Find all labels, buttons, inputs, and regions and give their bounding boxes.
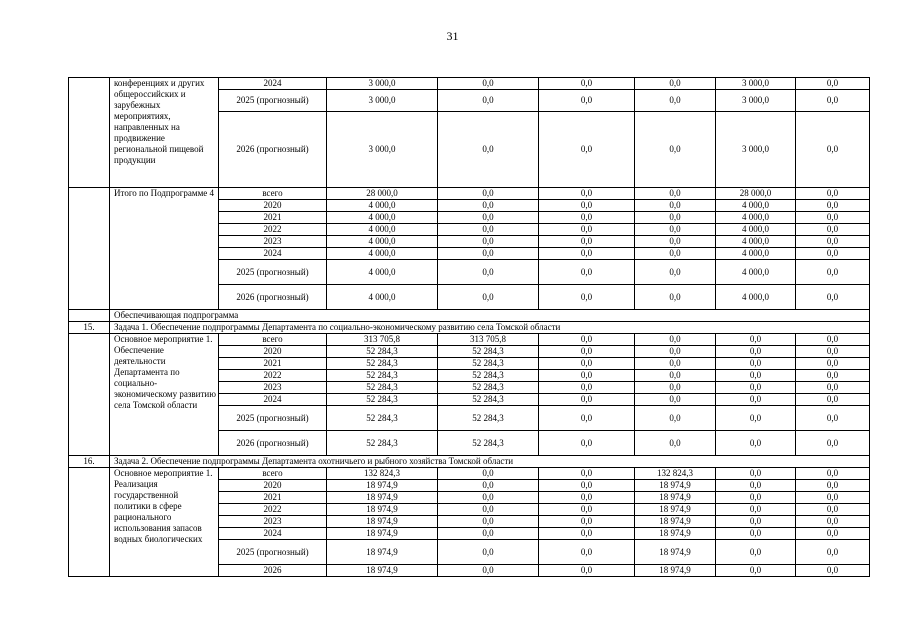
year-cell: 2026 [219, 565, 327, 577]
value-cell: 0,0 [796, 248, 870, 260]
value-cell: 4 000,0 [716, 200, 796, 212]
value-cell: 18 974,9 [327, 504, 438, 516]
value-cell: 0,0 [716, 504, 796, 516]
year-cell: всего [219, 334, 327, 346]
value-cell: 52 284,3 [327, 394, 438, 406]
value-cell: 0,0 [716, 565, 796, 577]
value-cell: 52 284,3 [327, 431, 438, 456]
value-cell: 0,0 [438, 112, 539, 188]
value-cell: 0,0 [438, 504, 539, 516]
year-cell: 2022 [219, 370, 327, 382]
value-cell: 0,0 [539, 200, 635, 212]
row-number: 16. [69, 456, 110, 468]
value-cell: 0,0 [716, 516, 796, 528]
value-cell: 0,0 [796, 382, 870, 394]
row-number: 15. [69, 322, 110, 334]
value-cell: 0,0 [716, 492, 796, 504]
value-cell: 0,0 [716, 406, 796, 431]
year-cell: 2023 [219, 516, 327, 528]
value-cell: 0,0 [716, 528, 796, 540]
value-cell: 0,0 [635, 285, 716, 310]
row-number [69, 310, 110, 322]
value-cell: 0,0 [539, 78, 635, 90]
year-cell: 2020 [219, 200, 327, 212]
value-cell: 0,0 [438, 480, 539, 492]
value-cell: 0,0 [796, 224, 870, 236]
value-cell: 0,0 [539, 188, 635, 200]
budget-table-body [69, 78, 870, 577]
value-cell: 0,0 [438, 285, 539, 310]
value-cell: 0,0 [635, 334, 716, 346]
value-cell: 0,0 [539, 212, 635, 224]
value-cell: 0,0 [539, 431, 635, 456]
value-cell: 0,0 [716, 480, 796, 492]
value-cell: 4 000,0 [327, 248, 438, 260]
value-cell: 52 284,3 [327, 406, 438, 431]
value-cell: 0,0 [539, 346, 635, 358]
value-cell: 0,0 [539, 112, 635, 188]
value-cell: 52 284,3 [438, 406, 539, 431]
value-cell: 0,0 [716, 394, 796, 406]
section-title: Обеспечивающая подпрограмма [110, 310, 870, 322]
year-cell: 2022 [219, 504, 327, 516]
value-cell: 18 974,9 [327, 516, 438, 528]
value-cell: 0,0 [796, 468, 870, 480]
value-cell: 52 284,3 [438, 394, 539, 406]
value-cell: 0,0 [796, 492, 870, 504]
year-cell: 2025 (прогнозный) [219, 406, 327, 431]
value-cell: 0,0 [796, 406, 870, 431]
value-cell: 0,0 [796, 334, 870, 346]
year-cell: 2023 [219, 382, 327, 394]
value-cell: 0,0 [635, 394, 716, 406]
section-row [69, 322, 870, 334]
value-cell: 0,0 [716, 346, 796, 358]
value-cell: 0,0 [539, 540, 635, 565]
year-cell: 2020 [219, 346, 327, 358]
value-cell: 0,0 [539, 504, 635, 516]
table-row [69, 188, 870, 200]
value-cell: 0,0 [635, 212, 716, 224]
value-cell: 4 000,0 [327, 200, 438, 212]
value-cell: 0,0 [635, 346, 716, 358]
value-cell: 0,0 [796, 90, 870, 112]
value-cell: 0,0 [796, 480, 870, 492]
value-cell: 4 000,0 [716, 224, 796, 236]
value-cell: 18 974,9 [327, 492, 438, 504]
row-number [69, 468, 110, 577]
section-row [69, 310, 870, 322]
value-cell: 0,0 [539, 236, 635, 248]
value-cell: 0,0 [539, 565, 635, 577]
value-cell: 0,0 [635, 260, 716, 285]
value-cell: 0,0 [539, 358, 635, 370]
value-cell: 18 974,9 [635, 528, 716, 540]
value-cell: 132 824,3 [327, 468, 438, 480]
value-cell: 4 000,0 [716, 212, 796, 224]
value-cell: 0,0 [635, 112, 716, 188]
value-cell: 0,0 [635, 188, 716, 200]
row-number [69, 188, 110, 310]
value-cell: 0,0 [438, 540, 539, 565]
value-cell: 0,0 [796, 504, 870, 516]
value-cell: 52 284,3 [438, 382, 539, 394]
value-cell: 18 974,9 [635, 492, 716, 504]
year-cell: 2025 (прогнозный) [219, 90, 327, 112]
value-cell: 0,0 [635, 78, 716, 90]
value-cell: 4 000,0 [327, 285, 438, 310]
value-cell: 28 000,0 [716, 188, 796, 200]
page-number: 31 [446, 29, 459, 43]
value-cell: 18 974,9 [635, 565, 716, 577]
value-cell: 0,0 [539, 260, 635, 285]
value-cell: 0,0 [539, 528, 635, 540]
value-cell: 0,0 [438, 90, 539, 112]
value-cell: 0,0 [716, 370, 796, 382]
year-cell: 2024 [219, 394, 327, 406]
year-cell: 2025 (прогнозный) [219, 540, 327, 565]
value-cell: 4 000,0 [716, 260, 796, 285]
value-cell: 4 000,0 [716, 285, 796, 310]
table-row [69, 468, 870, 480]
value-cell: 0,0 [438, 78, 539, 90]
year-cell: 2020 [219, 480, 327, 492]
value-cell: 0,0 [796, 188, 870, 200]
value-cell: 0,0 [438, 188, 539, 200]
year-cell: 2024 [219, 528, 327, 540]
value-cell: 4 000,0 [327, 212, 438, 224]
value-cell: 0,0 [796, 370, 870, 382]
value-cell: 0,0 [438, 516, 539, 528]
value-cell: 0,0 [438, 468, 539, 480]
value-cell: 18 974,9 [635, 540, 716, 565]
value-cell: 18 974,9 [635, 480, 716, 492]
budget-table [68, 77, 870, 577]
value-cell: 0,0 [796, 285, 870, 310]
value-cell: 52 284,3 [438, 431, 539, 456]
value-cell: 0,0 [539, 480, 635, 492]
table-row [69, 78, 870, 90]
measure-name: Основное мероприятие 1. Реализация государственной политики в сфере рационального использования запасов водных биологических [110, 468, 219, 577]
value-cell: 0,0 [438, 565, 539, 577]
value-cell: 3 000,0 [716, 78, 796, 90]
value-cell: 0,0 [635, 431, 716, 456]
value-cell: 0,0 [438, 492, 539, 504]
value-cell: 0,0 [716, 431, 796, 456]
value-cell: 0,0 [796, 200, 870, 212]
value-cell: 52 284,3 [327, 370, 438, 382]
value-cell: 4 000,0 [327, 224, 438, 236]
value-cell: 18 974,9 [635, 516, 716, 528]
value-cell: 0,0 [635, 200, 716, 212]
value-cell: 0,0 [796, 565, 870, 577]
value-cell: 0,0 [438, 260, 539, 285]
year-cell: 2025 (прогнозный) [219, 260, 327, 285]
value-cell: 0,0 [539, 285, 635, 310]
value-cell: 0,0 [539, 468, 635, 480]
value-cell: 18 974,9 [327, 528, 438, 540]
year-cell: 2021 [219, 358, 327, 370]
year-cell: 2022 [219, 224, 327, 236]
value-cell: 0,0 [539, 406, 635, 431]
value-cell: 0,0 [438, 212, 539, 224]
value-cell: 0,0 [796, 346, 870, 358]
value-cell: 0,0 [438, 200, 539, 212]
value-cell: 0,0 [796, 358, 870, 370]
value-cell: 28 000,0 [327, 188, 438, 200]
value-cell: 52 284,3 [327, 382, 438, 394]
value-cell: 0,0 [716, 382, 796, 394]
value-cell: 0,0 [539, 90, 635, 112]
value-cell: 4 000,0 [327, 236, 438, 248]
value-cell: 18 974,9 [327, 480, 438, 492]
value-cell: 4 000,0 [327, 260, 438, 285]
value-cell: 3 000,0 [716, 90, 796, 112]
value-cell: 313 705,8 [438, 334, 539, 346]
measure-name: Итого по Подпрограмме 4 [110, 188, 219, 310]
section-title: Задача 2. Обеспечение подпрограммы Департамента охотничьего и рыбного хозяйства Томской области [110, 456, 870, 468]
measure-name: конференциях и других общероссийских и зарубежных мероприятиях, направленных на продвижение региональной пищевой продукции [110, 78, 219, 188]
value-cell: 0,0 [716, 358, 796, 370]
value-cell: 0,0 [796, 260, 870, 285]
year-cell: 2021 [219, 492, 327, 504]
value-cell: 0,0 [539, 370, 635, 382]
value-cell: 0,0 [539, 334, 635, 346]
value-cell: 0,0 [796, 540, 870, 565]
value-cell: 18 974,9 [327, 540, 438, 565]
value-cell: 4 000,0 [716, 248, 796, 260]
value-cell: 0,0 [635, 248, 716, 260]
value-cell: 3 000,0 [716, 112, 796, 188]
value-cell: 18 974,9 [327, 565, 438, 577]
value-cell: 18 974,9 [635, 504, 716, 516]
value-cell: 0,0 [635, 406, 716, 431]
value-cell: 52 284,3 [327, 358, 438, 370]
year-cell: 2026 (прогнозный) [219, 112, 327, 188]
value-cell: 52 284,3 [438, 346, 539, 358]
value-cell: 0,0 [438, 224, 539, 236]
value-cell: 0,0 [796, 431, 870, 456]
row-number [69, 78, 110, 188]
value-cell: 0,0 [796, 112, 870, 188]
value-cell: 52 284,3 [438, 370, 539, 382]
value-cell: 52 284,3 [438, 358, 539, 370]
value-cell: 0,0 [438, 236, 539, 248]
year-cell: 2024 [219, 248, 327, 260]
value-cell: 0,0 [796, 236, 870, 248]
value-cell: 0,0 [796, 78, 870, 90]
value-cell: 0,0 [438, 248, 539, 260]
value-cell: 0,0 [539, 394, 635, 406]
measure-name: Основное мероприятие 1. Обеспечение деятельности Департамента по социально-экономическому развитию села Томской области [110, 334, 219, 456]
value-cell: 0,0 [438, 528, 539, 540]
year-cell: всего [219, 188, 327, 200]
value-cell: 0,0 [635, 358, 716, 370]
section-title: Задача 1. Обеспечение подпрограммы Департамента по социально-экономическому развитию села Томской области [110, 322, 870, 334]
year-cell: всего [219, 468, 327, 480]
value-cell: 313 705,8 [327, 334, 438, 346]
year-cell: 2026 (прогнозный) [219, 285, 327, 310]
year-cell: 2023 [219, 236, 327, 248]
value-cell: 0,0 [716, 468, 796, 480]
value-cell: 132 824,3 [635, 468, 716, 480]
value-cell: 0,0 [796, 212, 870, 224]
value-cell: 3 000,0 [327, 112, 438, 188]
value-cell: 0,0 [796, 394, 870, 406]
value-cell: 3 000,0 [327, 90, 438, 112]
value-cell: 0,0 [716, 334, 796, 346]
row-number [69, 334, 110, 456]
value-cell: 0,0 [539, 516, 635, 528]
value-cell: 0,0 [635, 382, 716, 394]
value-cell: 0,0 [796, 528, 870, 540]
table-row [69, 334, 870, 346]
value-cell: 0,0 [539, 224, 635, 236]
section-row [69, 456, 870, 468]
value-cell: 52 284,3 [327, 346, 438, 358]
value-cell: 0,0 [635, 224, 716, 236]
value-cell: 0,0 [635, 370, 716, 382]
year-cell: 2026 (прогнозный) [219, 431, 327, 456]
value-cell: 0,0 [539, 492, 635, 504]
value-cell: 0,0 [796, 516, 870, 528]
value-cell: 4 000,0 [716, 236, 796, 248]
value-cell: 0,0 [716, 540, 796, 565]
year-cell: 2021 [219, 212, 327, 224]
value-cell: 0,0 [635, 236, 716, 248]
value-cell: 0,0 [539, 248, 635, 260]
value-cell: 0,0 [635, 90, 716, 112]
year-cell: 2024 [219, 78, 327, 90]
value-cell: 0,0 [539, 382, 635, 394]
value-cell: 3 000,0 [327, 78, 438, 90]
